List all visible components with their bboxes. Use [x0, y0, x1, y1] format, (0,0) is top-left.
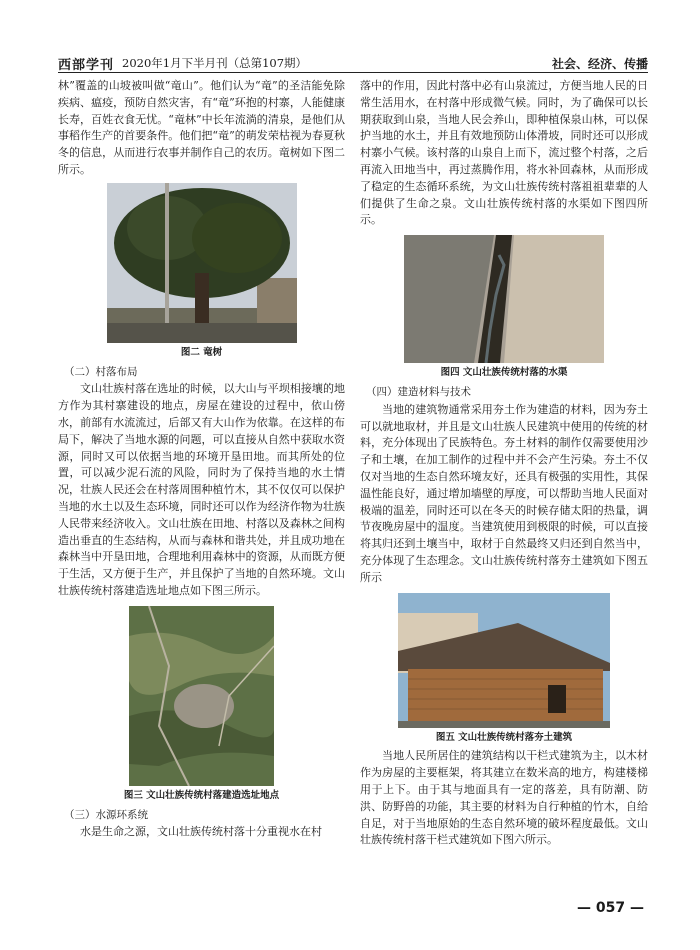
paragraph: 水是生命之源，文山壮族传统村落十分重视水在村	[80, 825, 322, 839]
subsection-heading: （二）村落布局	[64, 365, 138, 378]
issue-info: 2020年1月下半月刊（总第107期）	[122, 56, 308, 70]
journal-name: 西部学刊	[58, 58, 115, 73]
figure-5-photo	[398, 593, 610, 728]
left-column	[58, 78, 345, 841]
figure-2-caption: 图二 竜树	[180, 346, 223, 358]
section-title: 社会、经济、传播	[551, 57, 648, 71]
page-number: — 057 —	[577, 900, 644, 916]
subsection-heading: （三）水源环系统	[64, 808, 148, 821]
subsection-heading: （四）建造材料与技术	[366, 385, 471, 398]
paragraph: 林”覆盖的山坡被叫做“竜山”。他们认为“竜”的圣洁能免除疾病、瘟疫，预防自然灾害，有“竜”环抱的村寨，人能健康长寿，百姓衣食无忧。“竜林”中长年流淌的清泉，是他们从事稻作生产的首要条件。他们把“竜”的萌发荣枯视为春夏秋冬的信息，从而进行农事并制作自己的农历。竜树如下图二所示。	[58, 79, 345, 176]
right-column	[360, 78, 648, 849]
figure-4-caption: 图四 文山壮族传统村落的水渠	[440, 367, 568, 379]
paragraph: 落中的作用，因此村落中必有山泉流过，方便当地人民的日常生活用水，在村落中形成微气候。同时，为了确保可以长期获取到山泉，当地人民会养山，即种植保泉山林，可以保护当地的水土，并且有效地预防山体滑坡，同时还可以形成村寨小气候。该村落的山泉自上而下，流过整个村落，之后再流入田地当中，再过蒸腾作用，将水补回森林，从而形成了稳定的生态循环系统，为文山壮族传统村落祖祖辈辈的人们提供了生命之泉。文山壮族传统村落的水渠如下图四所示。	[360, 79, 648, 227]
figure-2-photo	[107, 183, 297, 343]
figure-3-caption: 图三 文山壮族传统村落建造选址地点	[123, 789, 280, 801]
figure-5-caption: 图五 文山壮族传统村落夯土建筑	[435, 731, 573, 743]
paragraph: 当地的建筑物通常采用夯土作为建造的材料，因为夯土可以就地取材，并且是文山壮族人民建筑中使用的传统的材料，充分体现出了民族特色。夯土材料的制作仅需要使用沙子和土壤，在加工制作的过程中并不会产生污染。夯土不仅仅对当地的生态自然环境友好，还具有极强的实用性，其保温性能良好，通过增加墙壁的厚度，可以帮助当地人民面对极端的温差，同时还可以在冬天的时候存储太阳的热量，调节夜晚房屋中的温度。当建筑使用到极限的时候，可以直接将其归还到土壤当中，取材于自然最终又归还到自然当中，充分体现了生态理念。文山壮族传统村落夯土建筑如下图五所示	[360, 402, 648, 584]
figure-4-photo	[404, 235, 604, 363]
paragraph: 文山壮族村落在选址的时候，以大山与平坝相接壤的地方作为其村寨建设的地点，房屋在建设的过程中，依山傍水，前部有水流流过，后部又有大山作为依靠。在这样的布局下，解决了当地水源的问题，可以直接从自然中获取水资源，同时又可以依据当地的环境开垦田地。而其所处的位置，可以减少泥石流的风险，同时为了保持当地的水土情况，壮族人民还会在村落周围种植竹木，其不仅仅可以保护当地的水土以及生态环境，同时还可以作为经济作物为壮族人民带来经济收入。文山壮族在田地、村落以及森林之间构造出垂直的生态结构，从而与森林和谐共处，并且成功地在森林当中开垦田地，合理地利用森林中的资源，从而既方便于生活，又方便于生产，并且保护了当地的自然环境。文山壮族传统村落建造选址地点如下图三所示。	[58, 382, 345, 597]
figure-3-photo	[129, 606, 274, 786]
paragraph: 当地人民所居住的建筑结构以干栏式建筑为主，以木材作为房屋的主要框架，将其建立在数米高的地方，构建楼梯用于上下。由于其与地面具有一定的落差，具有防潮、防洪、防野兽的功能，其主要的材料为自行种植的竹木，自给自足，对于当地原始的生态自然环境的破坏程度最低。文山壮族传统村落干栏式建筑如下图六所示。	[360, 749, 648, 847]
running-header	[58, 52, 648, 73]
